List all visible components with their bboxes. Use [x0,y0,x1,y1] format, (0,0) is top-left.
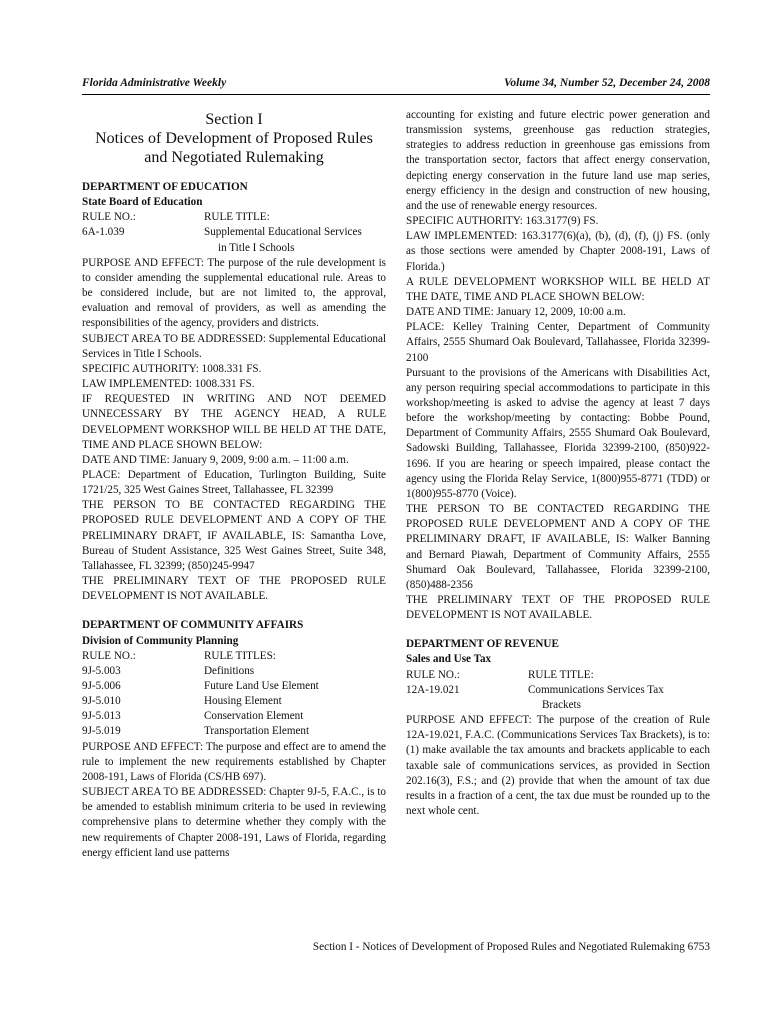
division-heading: Sales and Use Tax [406,653,492,666]
workshop-notice: A RULE DEVELOPMENT WORKSHOP WILL BE HELD AT THE DATE, TIME AND PLACE SHOWN BELOW: [406,275,710,303]
specific-authority: SPECIFIC AUTHORITY: 1008.331 FS. [82,362,262,375]
rule-row [82,664,386,679]
running-header [82,77,710,93]
workshop-notice: IF REQUESTED IN WRITING AND NOT DEEMED UNNECESSARY BY THE AGENCY HEAD, A RULE DEVELOPMENT WORKSHOP WILL BE HELD AT THE DATE, TIME AND PLACE SHOWN BELOW: [82,393,386,451]
rule-title: Brackets [542,698,581,711]
specific-authority: SPECIFIC AUTHORITY: 163.3177(9) FS. [406,215,599,228]
rule-title: Communications Services Tax [528,683,664,696]
community-affairs-notice [82,618,386,861]
date-and-time: DATE AND TIME: January 12, 2009, 10:00 a.m. [406,306,626,319]
law-implemented: LAW IMPLEMENTED: 163.3177(6)(a), (b), (d), (f), (j) FS. (only as those sections were amended by Chapter 2008-191, Laws of Florida.) [406,230,710,273]
education-notice [82,180,386,604]
rule-number: 6A-1.039 [82,226,125,239]
rule-row [82,724,386,739]
rule-title: Definitions [204,664,255,677]
rule-row [82,225,386,240]
publication-title: Florida Administrative Weekly [82,77,227,89]
issue-info: Volume 34, Number 52, December 24, 2008 [503,77,710,89]
purpose-and-effect: PURPOSE AND EFFECT: The purpose of the creation of Rule 12A-19.021, F.A.C. (Communications Services Tax Brackets), is to: (1) make available the tax amounts and brackets applicable to each taxable sale of communications services, as provided in Section 202.16(3), F.S.; and (2) provide that when the amount of tax due results in a fraction of a cent, the tax due must be rounded up to the next whole cent. [406,714,710,818]
department-heading: DEPARTMENT OF COMMUNITY AFFAIRS [82,619,304,632]
department-heading: DEPARTMENT OF REVENUE [406,638,559,651]
date-and-time: DATE AND TIME: January 9, 2009, 9:00 a.m. – 11:00 a.m. [82,453,349,466]
rule-number: 9J-5.013 [82,710,121,723]
rule-number: 9J-5.006 [82,680,121,692]
preliminary-text-note: THE PRELIMINARY TEXT OF THE PROPOSED RULE DEVELOPMENT IS NOT AVAILABLE. [406,594,710,622]
preliminary-text-note: THE PRELIMINARY TEXT OF THE PROPOSED RULE DEVELOPMENT IS NOT AVAILABLE. [82,575,386,603]
rule-number: 9J-5.003 [82,664,121,677]
law-implemented: LAW IMPLEMENTED: 1008.331 FS. [82,378,255,391]
subject-area: SUBJECT AREA TO BE ADDRESSED: Supplemental Educational Services in Title I Schools. [82,332,386,360]
page-footer: Section I - Notices of Development of Proposed Rules and Negotiated Rulemaking 6753 [312,941,710,953]
rule-title: Conservation Element [204,710,304,723]
subject-area: SUBJECT AREA TO BE ADDRESSED: Chapter 9J-5, F.A.C., is to be amended to establish minimum criteria to be used in reviewing comprehensive plans to determine whether they comply with the new requirements of Chapter 2008-191, Laws of Florida, regarding energy efficient land use patterns [82,786,386,859]
rule-title: in Title I Schools [218,241,295,254]
rule-row-continuation [82,241,386,256]
division-heading: State Board of Education [82,196,203,209]
ada-notice: Pursuant to the provisions of the Americans with Disabilities Act, any person requiring special accommodations to participate in this workshop/meeting is asked to advise the agency at least 7 days before the workshop/meeting by contacting: Bobbe Pound, Department of Community Affairs, 2555 Shumard Oak Boulevard, Sadowski Building, Tallahassee, Florida 32399-2100, (850)922-1696. If you are hearing or speech impaired, please contact the agency using the Florida Relay Service, 1(800)955-8771 (TDD) or 1(800)955-8770 (Voice). [406,366,710,500]
subject-area-continued: accounting for existing and future electric power generation and transmission systems, greenhouse gas reduction strategies, strategies to address reduction in greenhouse gas emissions from the transportation sector, factors that affect energy conservation, depicting energy conservation in the future land use map series, energy efficiency in the design and construction of new housing, and the use of renewable energy resources. [406,109,710,212]
rule-number: 9J-5.010 [82,695,121,708]
rule-row [82,679,386,694]
rule-number: 9J-5.019 [82,725,121,738]
rule-row [82,694,386,709]
revenue-notice [406,637,710,819]
rule-table-header: RULE NO.: RULE TITLE: [406,668,594,681]
rule-title: Transportation Element [204,725,310,738]
rule-title: Housing Element [204,695,282,708]
left-column [82,108,386,861]
department-heading: DEPARTMENT OF EDUCATION [82,181,248,193]
right-column [406,108,710,819]
rule-title: Supplemental Educational Services [204,226,362,239]
division-heading: Division of Community Planning [82,634,239,647]
rule-row-continuation [406,698,710,713]
purpose-and-effect: PURPOSE AND EFFECT: The purpose and effect are to amend the rule to implement the new requirements established by Chapter 2008-191, Laws of Florida (CS/HB 697). [82,740,386,783]
community-affairs-notice-continued [406,108,710,623]
rule-number: 12A-19.021 [406,683,460,696]
rule-row [406,683,710,698]
purpose-and-effect: PURPOSE AND EFFECT: The purpose of the rule development is to consider amending the supplemental educational rule. Areas to be considered include, but are not limited to, the approval, evaluation and removal of providers, as well as amending the responsibilities of the agency, providers and districts. [82,256,386,330]
place: PLACE: Department of Education, Turlington Building, Suite 1721/25, 325 West Gaines Street, Tallahassee, FL 32399 [82,468,386,497]
rule-table-header: RULE NO.: RULE TITLES: [82,649,276,662]
rule-title: Future Land Use Element [204,680,319,692]
place: PLACE: Kelley Training Center, Department of Community Affairs, 2555 Shumard Oak Boulevard, Tallahassee, Florida 32399-2100 [406,321,710,364]
section-title: Section I Notices of Development of Proposed Rules and Negotiated Rulemaking [95,111,373,166]
contact-person: THE PERSON TO BE CONTACTED REGARDING THE PROPOSED RULE DEVELOPMENT AND A COPY OF THE PRELIMINARY DRAFT, IF AVAILABLE, IS: Walker Banning and Bernard Piawah, Department of Community Affairs, 2555 Shumard Oak Boulevard, Tallahassee, Florida 32399-2100, (850)488-2356 [406,503,710,591]
rule-row [82,709,386,724]
header-rule [82,94,710,95]
contact-person: THE PERSON TO BE CONTACTED REGARDING THE PROPOSED RULE DEVELOPMENT AND A COPY OF THE PRELIMINARY DRAFT, IF AVAILABLE, IS: Samantha Love, Bureau of Student Assistance, 325 West Gaines Street, Suite 348, Tallahassee, FL 32399; (850)245-9947 [82,499,386,572]
rule-table-header: RULE NO.: RULE TITLE: [82,211,270,224]
